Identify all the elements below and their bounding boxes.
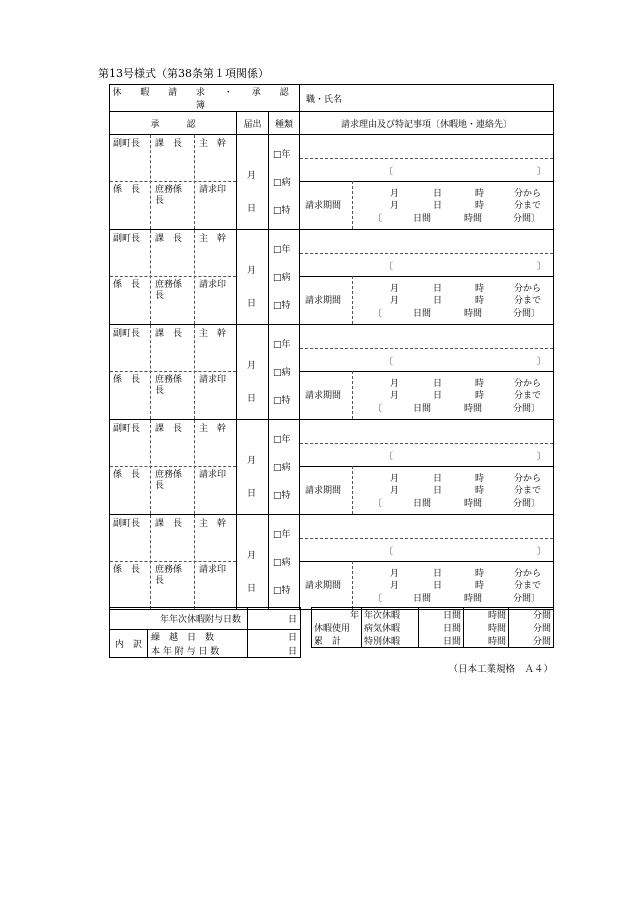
notice-month: 月 (247, 456, 257, 466)
total-minutes: 分間〕 (513, 404, 541, 414)
general-affairs-stamp-label-2: 長 (155, 196, 165, 206)
contact-bracket-close: 〕 (537, 547, 547, 557)
reason-header: 請求理由及び特記事項〔休暇地・連絡先〕 (300, 112, 554, 135)
total-days: 日間 (413, 594, 432, 604)
total-days: 日間 (413, 404, 432, 414)
to-minute: 分まで (514, 391, 542, 401)
from-minute: 分から (514, 284, 542, 294)
total-days: 日間 (413, 499, 432, 509)
to-month: 月 (390, 296, 400, 306)
subsection-chief-stamp-label: 係 長 (113, 375, 141, 385)
usage-total-row (312, 621, 554, 634)
reason-and-period-area (300, 230, 553, 324)
annual-leave-checkbox[interactable]: □年 (273, 150, 291, 160)
sick-leave-checkbox[interactable]: □病 (273, 463, 291, 473)
from-hour: 時 (475, 474, 485, 484)
total-bracket-open: 〔 (373, 499, 383, 509)
usage-total-row (312, 634, 554, 648)
contact-bracket-open: 〔 (384, 547, 394, 557)
to-month: 月 (390, 391, 400, 401)
to-day: 日 (433, 201, 443, 211)
approval-stamp-area (110, 515, 236, 609)
from-day: 日 (433, 379, 443, 389)
from-month: 月 (390, 379, 400, 389)
from-month: 月 (390, 569, 400, 579)
request-period-label: 請求期間 (305, 296, 342, 306)
contact-bracket-open: 〔 (384, 452, 394, 462)
leave-type-label: 特別休暇 (362, 634, 419, 648)
request-period-label: 請求期間 (305, 201, 342, 211)
notice-day: 日 (247, 489, 257, 499)
requester-seal-label: 請求印 (199, 565, 227, 575)
section-chief-stamp-label: 課 長 (155, 519, 183, 529)
total-hours: 時間 (464, 594, 483, 604)
notice-day: 日 (247, 204, 257, 214)
usage-total-left-label: 休暇使用 (312, 621, 362, 634)
requester-seal-label: 請求印 (199, 470, 227, 480)
from-hour: 時 (475, 569, 485, 579)
leave-usage-totals-table (311, 607, 554, 648)
notice-day: 日 (247, 584, 257, 594)
to-hour: 時 (475, 581, 485, 591)
approval-stamp-area (110, 135, 236, 229)
from-month: 月 (390, 474, 400, 484)
deputy-mayor-stamp-label: 副町長 (113, 519, 141, 529)
notice-month: 月 (247, 551, 257, 561)
contact-bracket-open: 〔 (384, 357, 394, 367)
chief-director-stamp-label: 主 幹 (199, 139, 227, 149)
section-chief-stamp-label: 課 長 (155, 139, 183, 149)
total-minutes: 分間〕 (513, 499, 541, 509)
subsection-chief-stamp-label: 係 長 (113, 280, 141, 290)
carryover-label: 繰 越 日 数 (148, 630, 248, 644)
section-chief-stamp-label: 課 長 (155, 329, 183, 339)
to-minute: 分まで (514, 296, 542, 306)
total-days: 日間 (413, 214, 432, 224)
annual-grant-unit: 日 (248, 608, 301, 630)
special-leave-checkbox[interactable]: □特 (273, 301, 291, 311)
general-affairs-stamp-label: 庶務係 (155, 565, 183, 575)
notice-day: 日 (247, 394, 257, 404)
usage-hours: 時間 (464, 634, 509, 648)
notice-month: 月 (247, 361, 257, 371)
from-minute: 分から (514, 379, 542, 389)
record-row (110, 515, 554, 610)
subsection-chief-stamp-label: 係 長 (113, 470, 141, 480)
total-hours: 時間 (464, 404, 483, 414)
notice-header: 届出 (237, 112, 269, 135)
subsection-chief-stamp-label: 係 長 (113, 565, 141, 575)
total-bracket-open: 〔 (373, 309, 383, 319)
to-day: 日 (433, 296, 443, 306)
to-month: 月 (390, 201, 400, 211)
from-day: 日 (433, 284, 443, 294)
from-minute: 分から (514, 474, 542, 484)
kind-header: 種類 (269, 112, 300, 135)
section-chief-stamp-label: 課 長 (155, 424, 183, 434)
chief-director-stamp-label: 主 幹 (199, 234, 227, 244)
from-hour: 時 (475, 284, 485, 294)
deputy-mayor-stamp-label: 副町長 (113, 424, 141, 434)
usage-total-left-label: 年 (312, 608, 362, 622)
contact-bracket-close: 〕 (537, 262, 547, 272)
leave-kind-options (269, 135, 299, 229)
total-hours: 時間 (464, 214, 483, 224)
reason-and-period-area (300, 135, 553, 229)
chief-director-stamp-label: 主 幹 (199, 519, 227, 529)
notice-day: 日 (247, 299, 257, 309)
granted-days-table (109, 607, 301, 658)
total-minutes: 分間〕 (513, 594, 541, 604)
approval-stamp-area (110, 420, 236, 514)
general-affairs-stamp-label-2: 長 (155, 576, 165, 586)
approval-stamp-area (110, 230, 236, 324)
usage-minutes: 分間 (509, 634, 554, 648)
leave-kind-options (269, 230, 299, 324)
deputy-mayor-stamp-label: 副町長 (113, 329, 141, 339)
from-day: 日 (433, 569, 443, 579)
usage-minutes: 分間 (509, 621, 554, 634)
general-affairs-stamp-label: 庶務係 (155, 375, 183, 385)
annual-leave-checkbox[interactable]: □年 (273, 530, 291, 540)
form-title: 休 暇 請 求 ・ 承 認 簿 (110, 85, 300, 112)
records-body (110, 135, 554, 610)
to-minute: 分まで (514, 581, 542, 591)
requester-seal-label: 請求印 (199, 185, 227, 195)
this-year-grant-unit: 日 (248, 644, 301, 658)
requester-seal-label: 請求印 (199, 375, 227, 385)
sick-leave-checkbox[interactable]: □病 (273, 273, 291, 283)
special-leave-checkbox[interactable]: □特 (273, 396, 291, 406)
from-hour: 時 (475, 189, 485, 199)
request-period-label: 請求期間 (305, 391, 342, 401)
leave-kind-options (269, 515, 299, 609)
annual-grant-label: 年年次休暇附与日数 (110, 608, 248, 630)
general-affairs-stamp-label-2: 長 (155, 291, 165, 301)
chief-director-stamp-label: 主 幹 (199, 329, 227, 339)
deputy-mayor-stamp-label: 副町長 (113, 234, 141, 244)
general-affairs-stamp-label-2: 長 (155, 386, 165, 396)
total-bracket-open: 〔 (373, 214, 383, 224)
contact-bracket-open: 〔 (384, 262, 394, 272)
to-minute: 分まで (514, 201, 542, 211)
reason-and-period-area (300, 420, 553, 514)
annual-leave-checkbox[interactable]: □年 (273, 435, 291, 445)
sick-leave-checkbox[interactable]: □病 (273, 178, 291, 188)
contact-bracket-close: 〕 (537, 357, 547, 367)
request-period-label: 請求期間 (305, 486, 342, 496)
usage-days: 日間 (419, 621, 464, 634)
sick-leave-checkbox[interactable]: □病 (273, 558, 291, 568)
annual-leave-checkbox[interactable]: □年 (273, 245, 291, 255)
leave-kind-options (269, 325, 299, 419)
deputy-mayor-stamp-label: 副町長 (113, 139, 141, 149)
chief-director-stamp-label: 主 幹 (199, 424, 227, 434)
section-chief-stamp-label: 課 長 (155, 234, 183, 244)
to-day: 日 (433, 581, 443, 591)
record-row (110, 325, 554, 420)
to-month: 月 (390, 581, 400, 591)
leave-request-table (109, 84, 554, 610)
total-hours: 時間 (464, 309, 483, 319)
from-hour: 時 (475, 379, 485, 389)
usage-days: 日間 (419, 634, 464, 648)
contact-bracket-close: 〕 (537, 452, 547, 462)
from-day: 日 (433, 474, 443, 484)
request-period-label: 請求期間 (305, 581, 342, 591)
paper-size-note: （日本工業規格 Ａ４） (448, 664, 553, 675)
general-affairs-stamp-label: 庶務係 (155, 185, 183, 195)
to-hour: 時 (475, 296, 485, 306)
breakdown-label: 内 訳 (110, 630, 148, 658)
leave-kind-options (269, 420, 299, 514)
special-leave-checkbox[interactable]: □特 (273, 586, 291, 596)
special-leave-checkbox[interactable]: □特 (273, 491, 291, 501)
total-minutes: 分間〕 (513, 214, 541, 224)
total-hours: 時間 (464, 499, 483, 509)
usage-minutes: 分間 (509, 608, 554, 622)
to-hour: 時 (475, 486, 485, 496)
usage-hours: 時間 (464, 621, 509, 634)
sick-leave-checkbox[interactable]: □病 (273, 368, 291, 378)
form-number-heading: 第13号様式（第38条第１項関係） (98, 67, 269, 80)
total-minutes: 分間〕 (513, 309, 541, 319)
from-minute: 分から (514, 189, 542, 199)
usage-total-row (312, 608, 554, 622)
usage-hours: 時間 (464, 608, 509, 622)
to-month: 月 (390, 486, 400, 496)
notice-month: 月 (247, 266, 257, 276)
from-month: 月 (390, 284, 400, 294)
reason-and-period-area (300, 515, 553, 609)
to-day: 日 (433, 486, 443, 496)
total-days: 日間 (413, 309, 432, 319)
subsection-chief-stamp-label: 係 長 (113, 185, 141, 195)
this-year-grant-label: 本 年 附 与 日 数 (148, 644, 248, 658)
general-affairs-stamp-label: 庶務係 (155, 280, 183, 290)
contact-bracket-close: 〕 (537, 167, 547, 177)
leave-type-label: 年次休暇 (362, 608, 419, 622)
requester-seal-label: 請求印 (199, 280, 227, 290)
record-row (110, 420, 554, 515)
record-row (110, 135, 554, 230)
contact-bracket-open: 〔 (384, 167, 394, 177)
notice-month: 月 (247, 171, 257, 181)
annual-leave-checkbox[interactable]: □年 (273, 340, 291, 350)
from-month: 月 (390, 189, 400, 199)
general-affairs-stamp-label: 庶務係 (155, 470, 183, 480)
from-day: 日 (433, 189, 443, 199)
reason-and-period-area (300, 325, 553, 419)
special-leave-checkbox[interactable]: □特 (273, 206, 291, 216)
to-minute: 分まで (514, 486, 542, 496)
carryover-unit: 日 (248, 630, 301, 644)
usage-total-left-label: 累 計 (312, 634, 362, 648)
to-hour: 時 (475, 201, 485, 211)
total-bracket-open: 〔 (373, 594, 383, 604)
usage-days: 日間 (419, 608, 464, 622)
to-day: 日 (433, 391, 443, 401)
to-hour: 時 (475, 391, 485, 401)
leave-type-label: 病気休暇 (362, 621, 419, 634)
name-label: 職・氏名 (300, 85, 554, 112)
general-affairs-stamp-label-2: 長 (155, 481, 165, 491)
from-minute: 分から (514, 569, 542, 579)
record-row (110, 230, 554, 325)
approval-header: 承 認 (110, 112, 237, 135)
total-bracket-open: 〔 (373, 404, 383, 414)
approval-stamp-area (110, 325, 236, 419)
